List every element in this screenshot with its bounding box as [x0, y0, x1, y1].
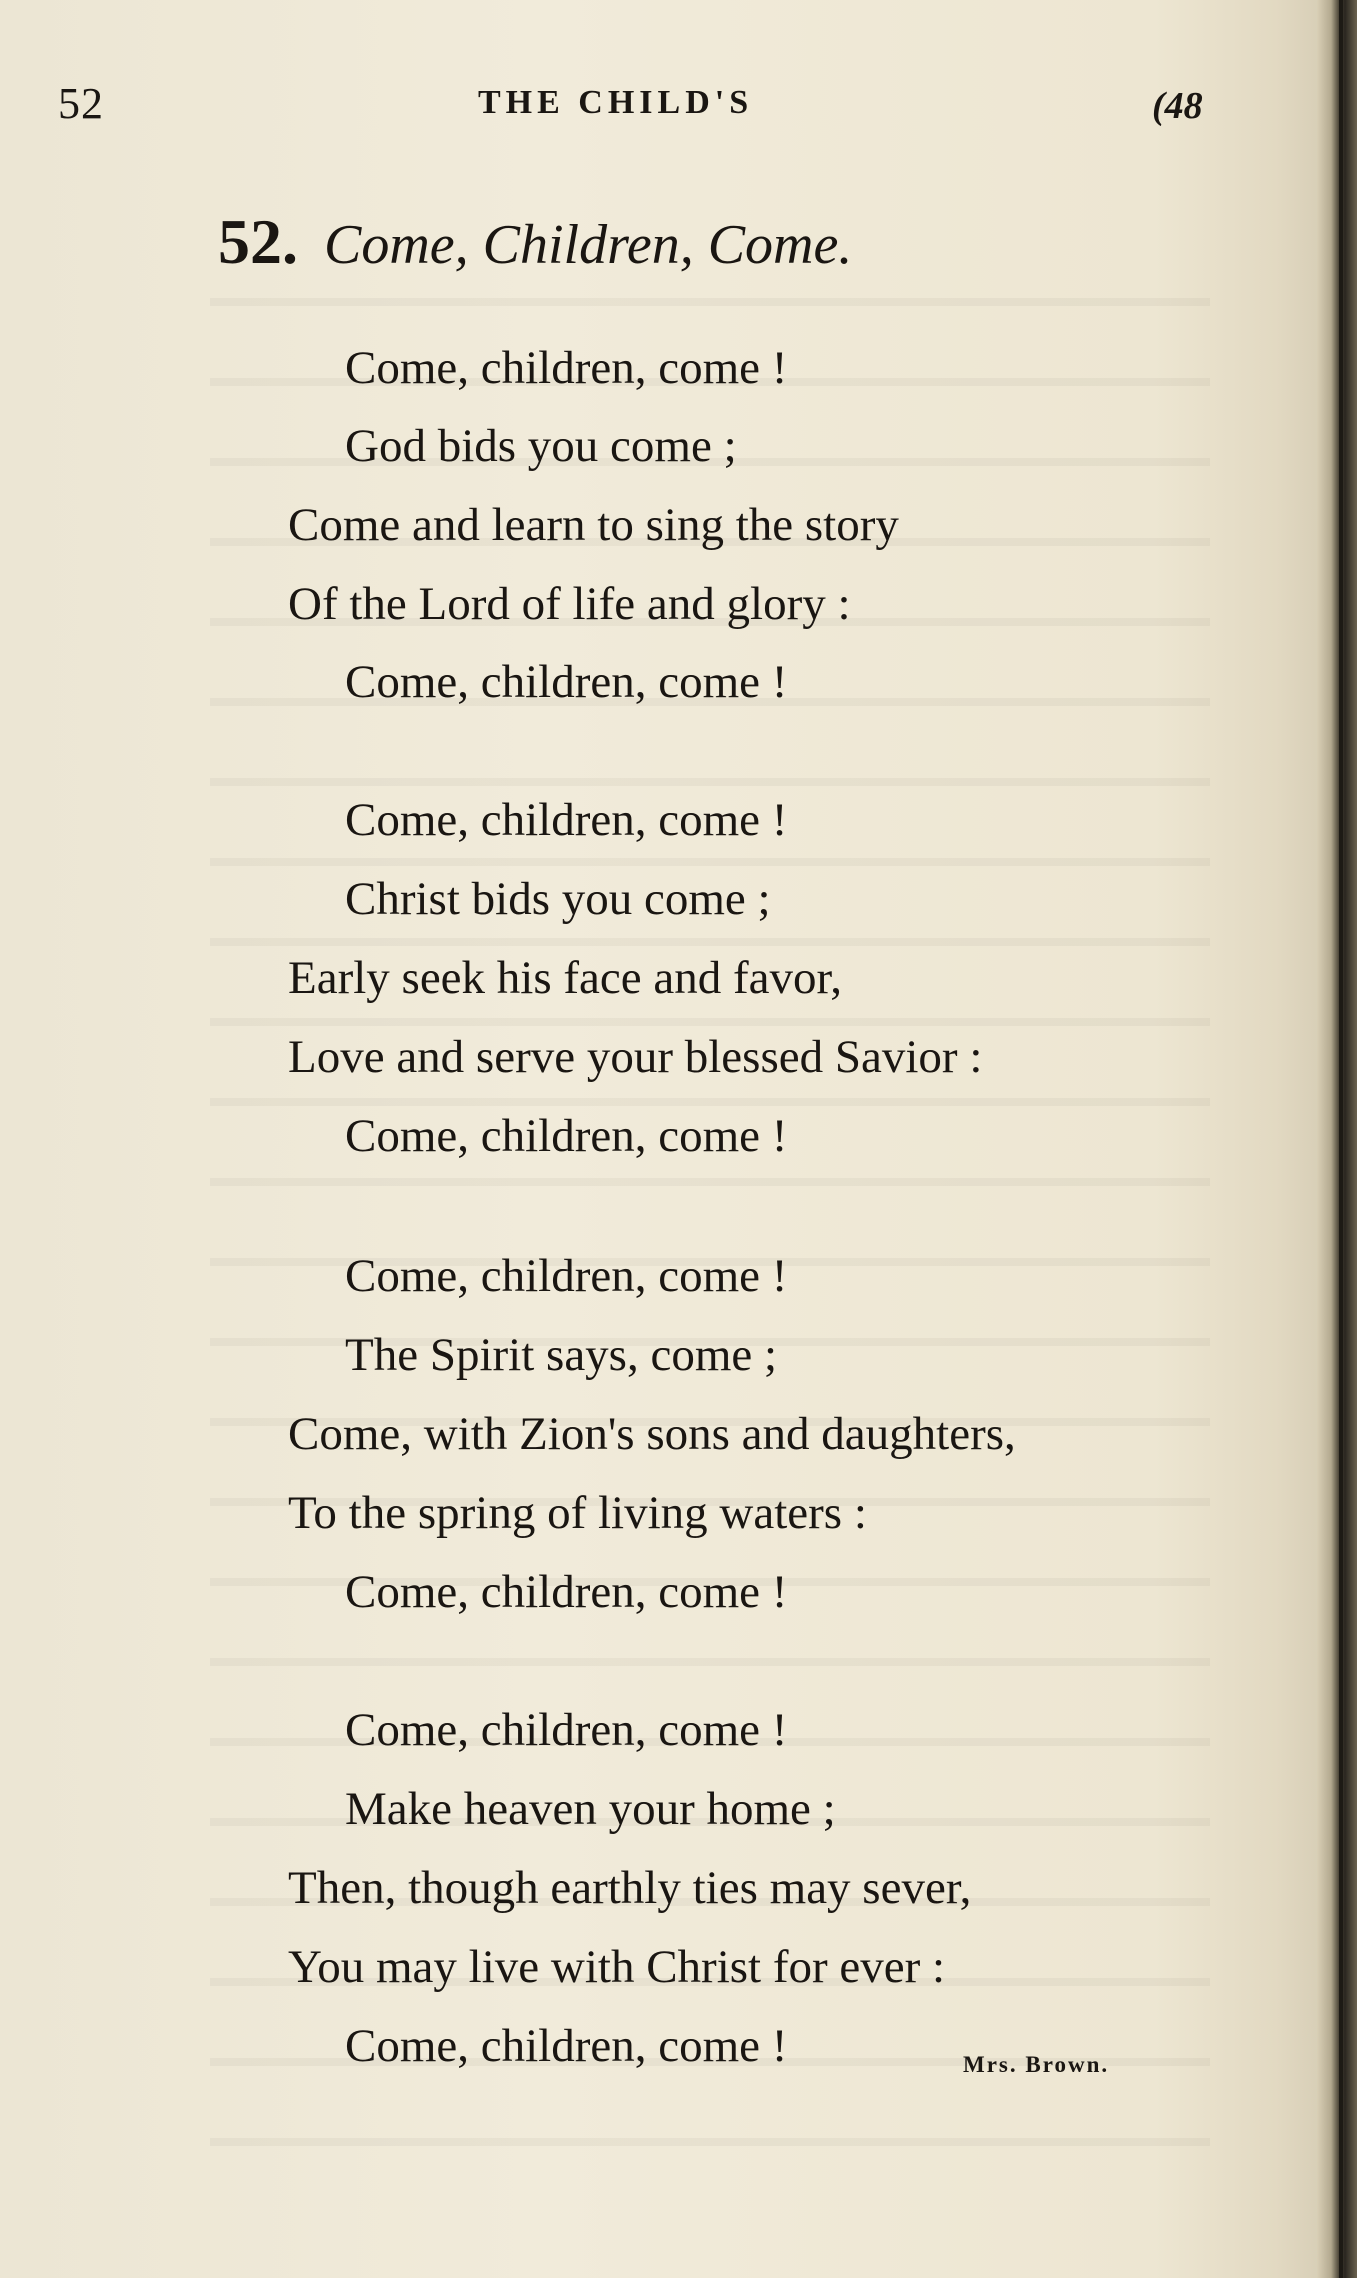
hymn-heading: [218, 205, 852, 279]
stanza-line: Early seek his face and favor,: [288, 952, 843, 1004]
stanza-line: Come, children, come !: [345, 1110, 788, 1162]
author-attribution: Mrs. Brown.: [963, 2052, 1110, 2077]
stanza-line: Come and learn to sing the story: [288, 499, 899, 551]
stanza-line: The Spirit says, come ;: [345, 1329, 778, 1381]
stanza-line: Then, though earthly ties may sever,: [288, 1862, 972, 1914]
hymn-number: 52.: [218, 206, 298, 277]
running-title: THE CHILD'S: [478, 84, 754, 121]
stanza-line: Come, children, come !: [345, 2020, 788, 2072]
stanza-line: You may live with Christ for ever :: [288, 1941, 946, 1993]
stanza-line: Come, children, come !: [345, 1250, 788, 1302]
stanza-line: To the spring of living waters :: [288, 1487, 867, 1539]
stanza-line: Christ bids you come ;: [345, 873, 771, 925]
page-number: 52: [58, 79, 104, 128]
running-head: [0, 78, 1280, 138]
stanza-line: Come, children, come !: [345, 794, 788, 846]
stanza-line: God bids you come ;: [345, 420, 737, 472]
stanza-line: Make heaven your home ;: [345, 1783, 836, 1835]
stanza-line: Come, children, come !: [345, 1566, 788, 1618]
stanza-line: Come, children, come !: [345, 1704, 788, 1756]
hymn-title: Come, Children, Come.: [324, 214, 853, 276]
gutter-edge-line: [1339, 0, 1343, 2278]
stanza-line: Love and serve your blessed Savior :: [288, 1031, 983, 1083]
stanza-line: Come, with Zion's sons and daughters,: [288, 1408, 1016, 1460]
stanza-line: Come, children, come !: [345, 342, 788, 394]
signature-mark: (48: [1152, 85, 1203, 127]
book-gutter: [1317, 0, 1357, 2278]
stanza-line: Of the Lord of life and glory :: [288, 578, 851, 630]
stanza-line: Come, children, come !: [345, 656, 788, 708]
